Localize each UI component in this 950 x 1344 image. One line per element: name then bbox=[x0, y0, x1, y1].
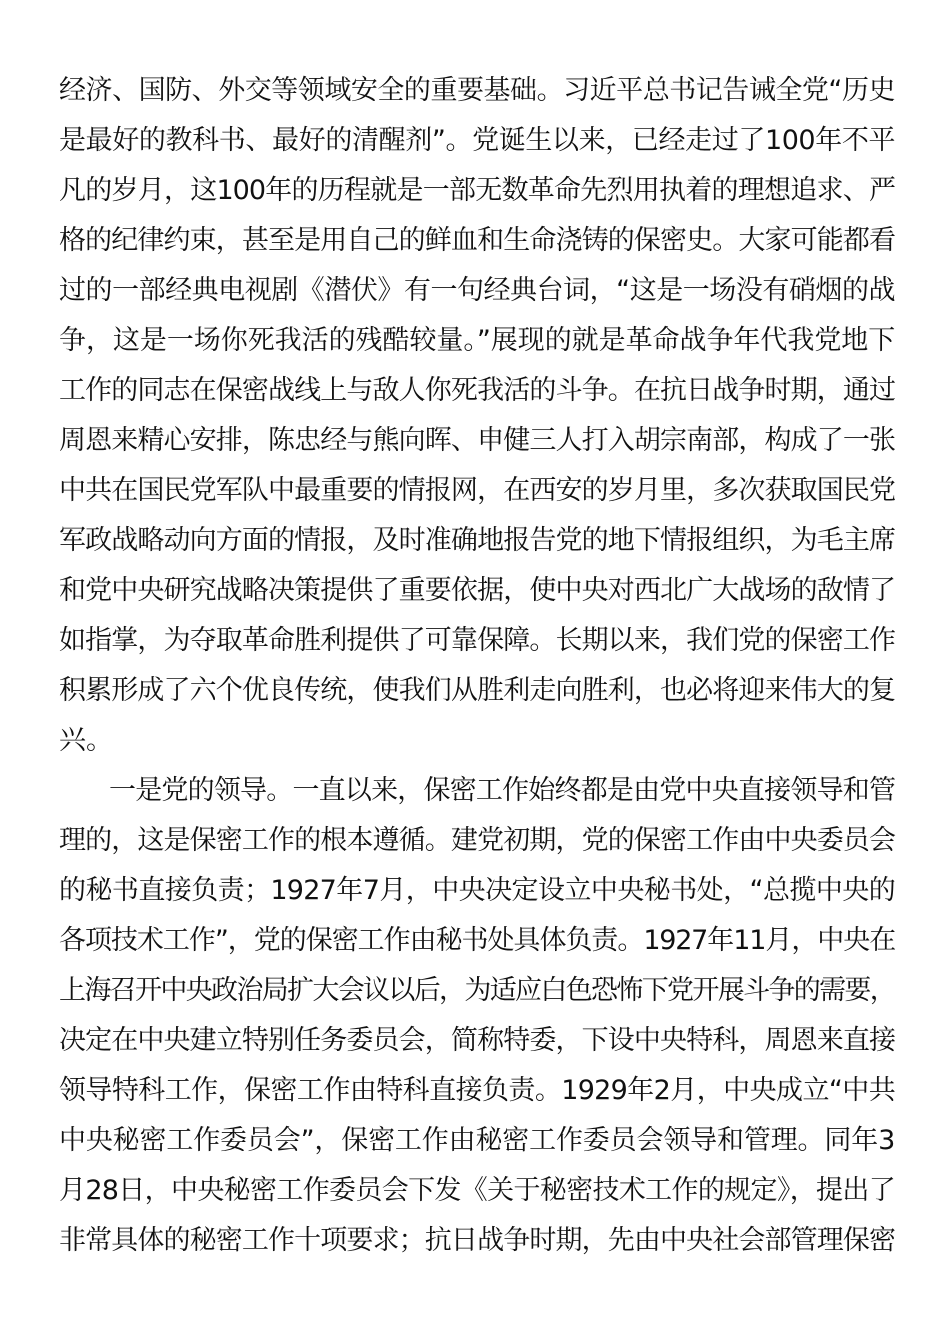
text-line: 月28日，中央秘密工作委员会下发《关于秘密技术工作的规定》，提出了 bbox=[59, 1175, 895, 1206]
text-line: 中央秘密工作委员会”，保密工作由秘密工作委员会领导和管理。同年3 bbox=[59, 1125, 895, 1156]
paragraph-party-leadership bbox=[59, 766, 895, 1266]
text-line: 非常具体的秘密工作十项要求；抗日战争时期，先由中央社会部管理保密 bbox=[59, 1225, 895, 1256]
document-page bbox=[59, 66, 895, 1266]
text-line: 积累形成了六个优良传统，使我们从胜利走向胜利，也必将迎来伟大的复 bbox=[59, 675, 895, 706]
text-line: 军政战略动向方面的情报，及时准确地报告党的地下情报组织，为毛主席 bbox=[59, 525, 895, 556]
text-line: 中共在国民党军队中最重要的情报网，在西安的岁月里，多次获取国民党 bbox=[59, 475, 895, 506]
text-line: 凡的岁月，这100年的历程就是一部无数革命先烈用执着的理想追求、严 bbox=[59, 175, 895, 206]
text-line: 决定在中央建立特别任务委员会，简称特委，下设中央特科，周恩来直接 bbox=[59, 1025, 895, 1056]
text-line: 和党中央研究战略决策提供了重要依据，使中央对西北广大战场的敌情了 bbox=[59, 575, 895, 606]
text-line: 各项技术工作”，党的保密工作由秘书处具体负责。1927年11月，中央在 bbox=[59, 925, 895, 956]
text-line: 的秘书直接负责；1927年7月，中央决定设立中央秘书处，“总揽中央的 bbox=[59, 875, 895, 906]
text-line: 经济、国防、外交等领域安全的重要基础。习近平总书记告诫全党“历史 bbox=[59, 75, 895, 106]
text-line: 周恩来精心安排，陈忠经与熊向晖、申健三人打入胡宗南部，构成了一张 bbox=[59, 425, 895, 456]
text-line: 争，这是一场你死我活的残酷较量。”展现的就是革命战争年代我党地下 bbox=[59, 325, 895, 356]
text-line: 领导特科工作，保密工作由特科直接负责。1929年2月，中央成立“中共 bbox=[59, 1075, 895, 1106]
text-line: 如指掌，为夺取革命胜利提供了可靠保障。长期以来，我们党的保密工作 bbox=[59, 625, 895, 656]
text-line: 格的纪律约束，甚至是用自己的鲜血和生命浇铸的保密史。大家可能都看 bbox=[59, 225, 895, 256]
paragraph-intro bbox=[59, 66, 895, 766]
text-line: 一是党的领导。一直以来，保密工作始终都是由党中央直接领导和管 bbox=[109, 775, 895, 806]
text-line: 是最好的教科书、最好的清醒剂”。党诞生以来，已经走过了100年不平 bbox=[59, 125, 895, 156]
text-line: 过的一部经典电视剧《潜伏》有一句经典台词，“这是一场没有硝烟的战 bbox=[59, 275, 895, 306]
text-line: 理的，这是保密工作的根本遵循。建党初期，党的保密工作由中央委员会 bbox=[59, 825, 895, 856]
text-line: 工作的同志在保密战线上与敌人你死我活的斗争。在抗日战争时期，通过 bbox=[59, 375, 895, 406]
text-line: 兴。 bbox=[59, 725, 113, 756]
text-line: 上海召开中央政治局扩大会议以后，为适应白色恐怖下党开展斗争的需要， bbox=[59, 975, 895, 1006]
